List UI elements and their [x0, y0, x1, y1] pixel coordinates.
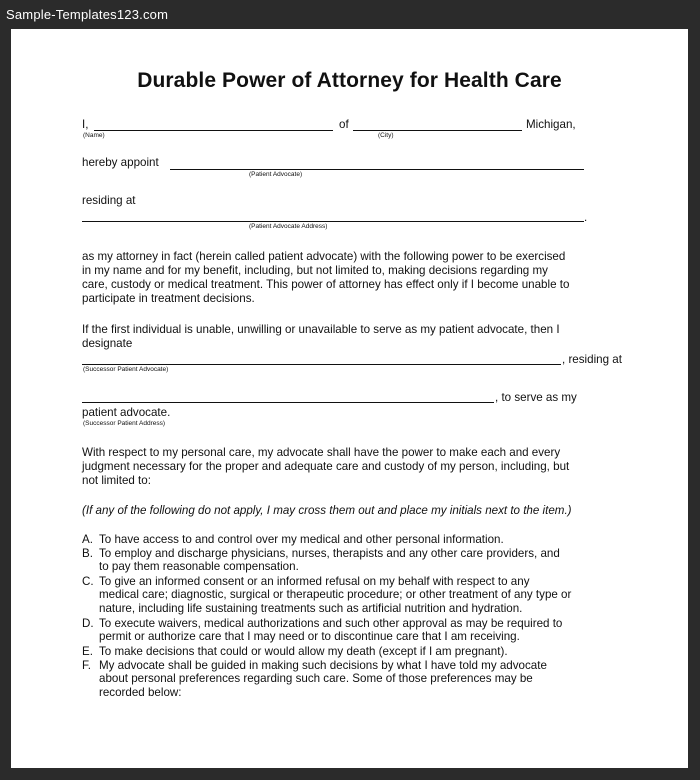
line1-state: Michigan,	[526, 118, 576, 131]
advocate-power-paragraph: as my attorney in fact (herein called patient advocate) with the following power to be exercised in my name and for my benefit, including, but not limited to, making decisions regarding my care, custody or medical treatment. This power of attorney has effect only if I become unable to participate in treatment decisions.	[82, 250, 570, 305]
residing-end: .	[584, 211, 588, 224]
city-caption: (City)	[378, 132, 394, 139]
advocate-address-caption: (Patient Advocate Address)	[249, 223, 328, 230]
line1-prefix: I,	[82, 118, 89, 131]
successor-patient-advocate: patient advocate.	[82, 406, 171, 419]
personal-care-paragraph: With respect to my personal care, my advocate shall have the power to make each and every judgment necessary for the proper and adequate care and custody of my person, including, but not limited to:	[82, 446, 570, 487]
advocate-address-blank[interactable]	[82, 221, 584, 222]
document-title: Durable Power of Attorney for Health Care	[137, 69, 562, 92]
patient-advocate-caption: (Patient Advocate)	[249, 171, 303, 178]
successor-address-caption: (Successor Patient Address)	[83, 420, 166, 427]
patient-advocate-blank[interactable]	[170, 169, 584, 170]
appoint-label: hereby appoint	[82, 156, 159, 169]
site-watermark: Sample-Templates123.com	[6, 7, 169, 22]
successor-advocate-blank[interactable]	[82, 364, 561, 365]
cross-out-note: (If any of the following do not apply, I may cross them out and place my initials next to the item.)	[82, 504, 572, 517]
line1-of: of	[339, 118, 349, 131]
city-blank[interactable]	[353, 130, 522, 131]
successor-address-blank[interactable]	[82, 402, 494, 403]
successor-advocate-caption: (Successor Patient Advocate)	[83, 366, 169, 373]
successor-residing-at: , residing at	[562, 353, 622, 366]
residing-label: residing at	[82, 194, 136, 207]
successor-to-serve: , to serve as my	[495, 391, 577, 404]
successor-paragraph: If the first individual is unable, unwilling or unavailable to serve as my patient advocate, then I designate	[82, 323, 560, 350]
document-page: Durable Power of Attorney for Health Care I, of Michigan, (Name) (City) hereby appoint (Patient Advocate) residing at . (Patient Advocate Address) as my attorney in fact (herein called patient advocate) with the following power to be exercised in my name and for my benefit, including, but not limited to, making decisions regarding my care, custody or medical treatment. This power of attorney has effect only if I become unable to participate in treatment decisions. If the first individual is unable, unwilling or unavailable to serve as my patient advocate, then I designate , residing at (Successor Patient Advocate) , to serve as my patient advocate. (Successor Patient Address) With respect to my personal care, my advocate shall have the power to make each and every judgment necessary for the proper and adequate care and custody of my person, including, but not limited to: (If any of the following do not apply, I may cross them out and place my initials next to the item.) A. To have access to and control over my medical and other personal information. B. To employ and discharge physicians, nurses, therapists and any other care providers, and to pay them reasonable compensation. C. To give an informed consent or an informed refusal on my behalf with respect to any medical care; diagnostic, surgical or therapeutic procedure; or other treatment of any type or nature, including life sustaining treatments such as artificial nutrition and hydration. D. To execute waivers, medical authorizations and such other approval as may be required to permit or authorize care that I may need or to discontinue care that I am receiving. E. To make decisions that could or would allow my death (except if I am pregnant). F. My advocate shall be guided in making such decisions by what I have told my advocate about personal preferences regarding such care. Some of those preferences may be recorded below:	[11, 29, 688, 768]
name-caption: (Name)	[83, 132, 105, 139]
name-blank[interactable]	[94, 130, 333, 131]
